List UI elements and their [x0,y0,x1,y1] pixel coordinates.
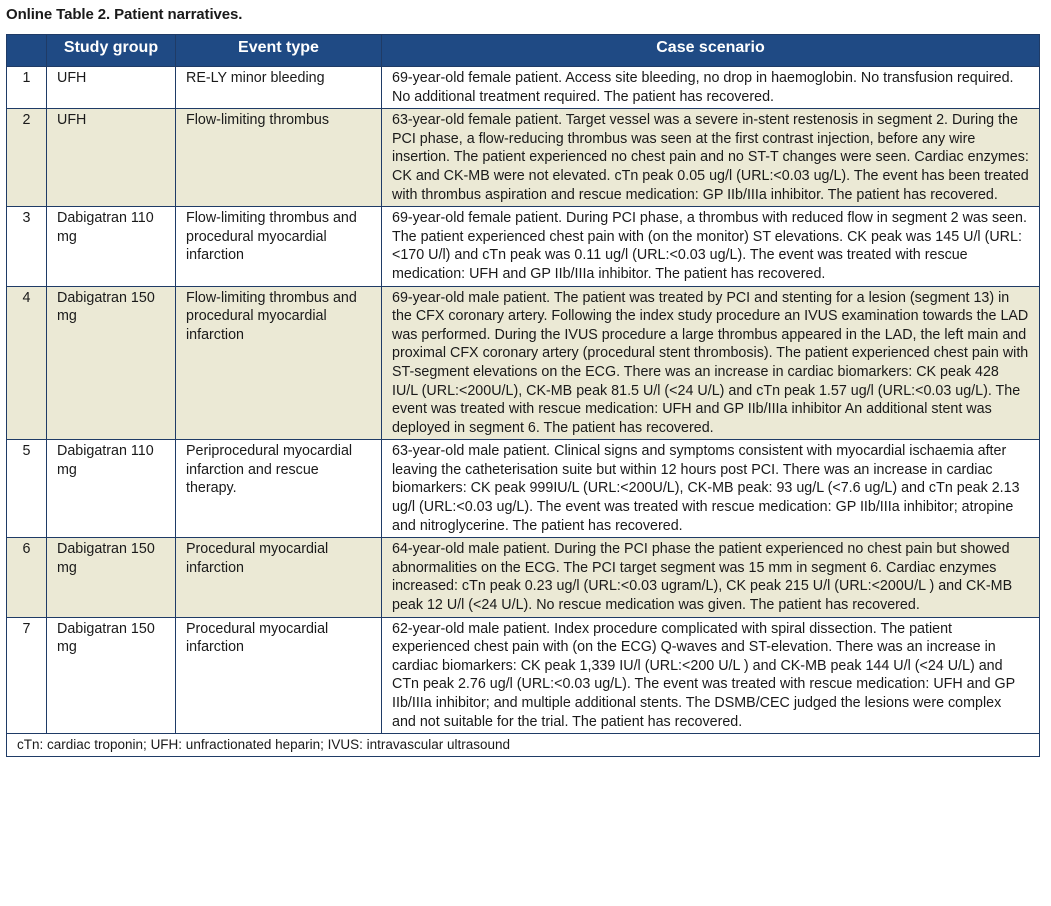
row-number: 7 [7,617,47,734]
event-type-cell: Flow-limiting thrombus [176,109,382,207]
row-number: 2 [7,109,47,207]
study-group-cell: Dabigatran 150 mg [47,617,176,734]
case-scenario-cell: 64-year-old male patient. During the PCI phase the patient experienced no chest pain but showed abnormalities on the ECG. The PCI target segment was 15 mm in segment 6. Cardiac enzymes increased: cTn peak 0.23 ug/l (URL:<0.03 ugram/L), CK peak 215 U/l (URL:<200U/L ) and CK-MB peak 12 U/l (<24 U/L). No rescue medication was given. The patient has recovered. [382,538,1040,617]
case-scenario-cell: 63-year-old male patient. Clinical signs and symptoms consistent with myocardial ischaemia after leaving the catheterisation suite but within 12 hours post PCI. There was an increase in cardiac biomarkers: CK peak 999IU/L (URL:<200U/L), CK-MB peak: 93 ug/L (<7.6 ug/L) and cTn peak 2.13 ug/l (URL:<0.03 ug/L). The event was treated with rescue medication: GP IIb/IIIa inhibitor; atropine and nitroglycerine. The patient has recovered. [382,440,1040,538]
footnote-row [7,734,1040,757]
table-row [7,67,1040,109]
row-number: 5 [7,440,47,538]
row-number: 4 [7,286,47,440]
study-group-cell: UFH [47,109,176,207]
study-group-cell: Dabigatran 150 mg [47,286,176,440]
table-row [7,538,1040,617]
event-type-cell: Procedural myocardial infarction [176,617,382,734]
header-number [7,35,47,67]
case-scenario-cell: 69-year-old female patient. During PCI phase, a thrombus with reduced flow in segment 2 was seen. The patient experienced chest pain with (on the monitor) ST elevations. CK peak was 145 U/l (URL:<170 U/l) and cTn peak was 0.11 ug/l (URL:<0.03 ug/L). The event was treated with rescue medication: UFH and GP IIb/IIIa inhibitor. The patient has recovered. [382,207,1040,286]
table-row [7,286,1040,440]
table-row [7,207,1040,286]
study-group-cell: Dabigatran 150 mg [47,538,176,617]
event-type-cell: Flow-limiting thrombus and procedural myocardial infarction [176,286,382,440]
row-number: 3 [7,207,47,286]
header-row [7,35,1040,67]
case-scenario-cell: 62-year-old male patient. Index procedure complicated with spiral dissection. The patient experienced chest pain with (on the ECG) Q-waves and ST-elevation. There was an increase in cardiac biomarkers: CK peak 1,339 IU/l (URL:<200 U/L ) and CK-MB peak 144 U/l (<24 U/L) and CTn peak 2.76 ug/l (URL:<0.03 ug/L). The event was treated with rescue medication: UFH and GP IIb/IIIa inhibitor; and multiple additional stents. The DSMB/CEC judged the lesions were complex and not suitable for the trial. The patient has recovered. [382,617,1040,734]
header-case-scenario: Case scenario [382,35,1040,67]
event-type-cell: Flow-limiting thrombus and procedural myocardial infarction [176,207,382,286]
patient-narratives-table [6,34,1040,757]
table-row [7,440,1040,538]
table-row [7,109,1040,207]
row-number: 1 [7,67,47,109]
case-scenario-cell: 69-year-old female patient. Access site bleeding, no drop in haemoglobin. No transfusion required. No additional treatment required. The patient has recovered. [382,67,1040,109]
event-type-cell: Periprocedural myocardial infarction and rescue therapy. [176,440,382,538]
event-type-cell: Procedural myocardial infarction [176,538,382,617]
study-group-cell: Dabigatran 110 mg [47,440,176,538]
case-scenario-cell: 69-year-old male patient. The patient was treated by PCI and stenting for a lesion (segment 13) in the CFX coronary artery. Following the index study procedure an IVUS examination towards the LAD was performed. During the IVUS procedure a large thrombus appeared in the LAD, the left main and proximal CFX coronary artery (procedural stent thrombosis). The patient experienced chest pain with ST-segment elevations on the ECG. There was an increase in cardiac biomarkers: CK peak 428 IU/L (URL:<200U/L), CK-MB peak 81.5 U/l (<24 U/L) and cTn peak 1.57 ug/l (URL:<0.03 ug/L). The event was treated with rescue medication: UFH and GP IIb/IIIa inhibitor An additional stent was deployed in segment 6. The patient has recovered. [382,286,1040,440]
header-study-group: Study group [47,35,176,67]
study-group-cell: UFH [47,67,176,109]
table-caption: Online Table 2. Patient narratives. [6,6,243,23]
case-scenario-cell: 63-year-old female patient. Target vessel was a severe in-stent restenosis in segment 2. During the PCI phase, a flow-reducing thrombus was seen at the first contrast injection, before any wire insertion. The patient experienced no chest pain and no ST-T changes were seen. Cardiac enzymes: CK and CK-MB were not elevated. cTn peak 0.05 ug/l (URL:<0.03 ug/L). The event has been treated with thrombus aspiration and rescue medication: GP IIb/IIIa inhibitor. The patient has recovered. [382,109,1040,207]
header-event-type: Event type [176,35,382,67]
table-row [7,617,1040,734]
table-footnote: cTn: cardiac troponin; UFH: unfractionated heparin; IVUS: intravascular ultrasound [7,734,1040,757]
study-group-cell: Dabigatran 110 mg [47,207,176,286]
event-type-cell: RE-LY minor bleeding [176,67,382,109]
row-number: 6 [7,538,47,617]
